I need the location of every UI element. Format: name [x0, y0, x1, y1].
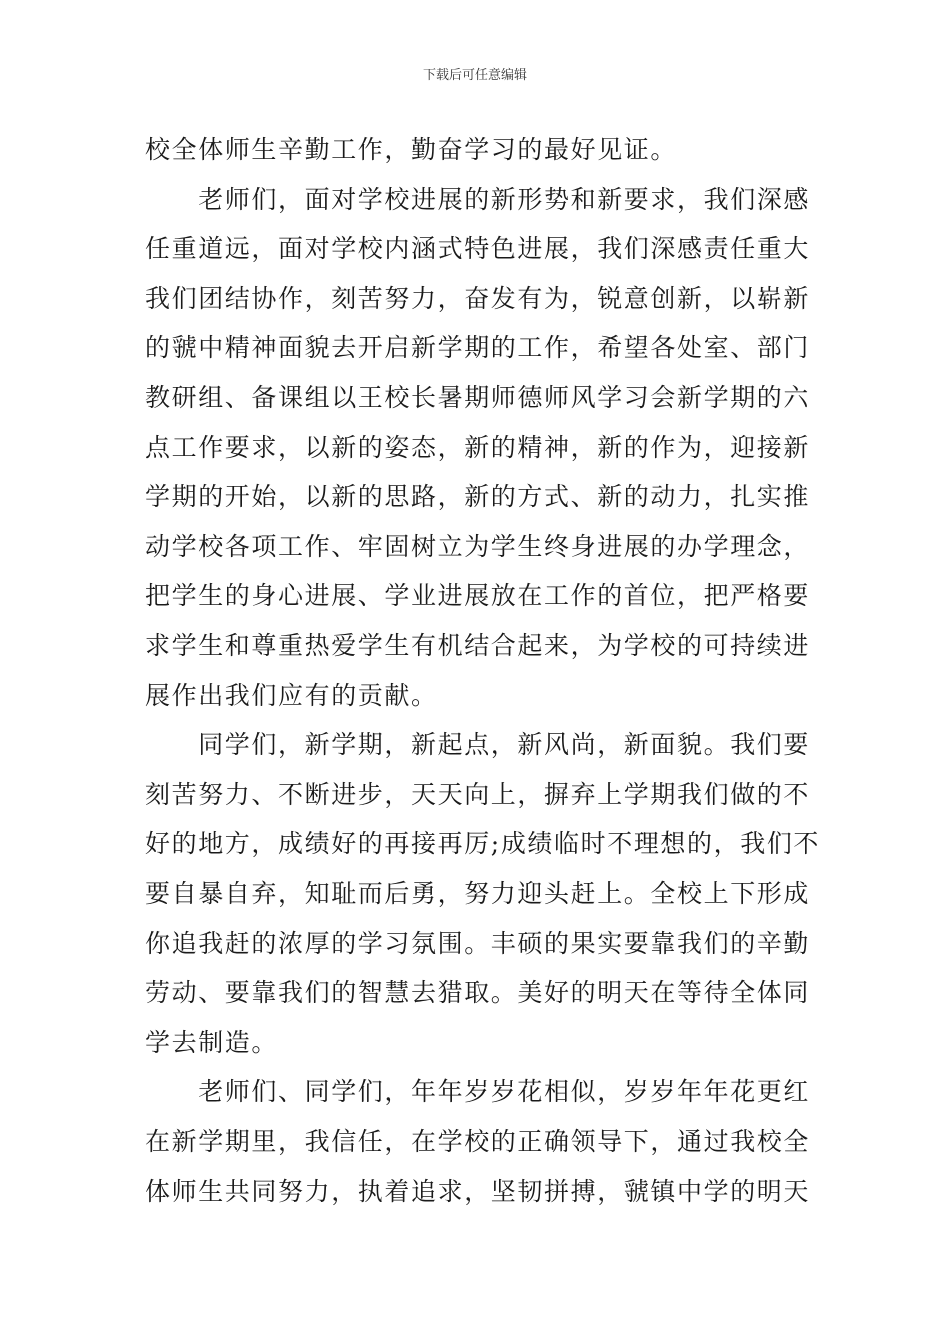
text-line: 学去制造。: [145, 1027, 279, 1057]
text-line: 点工作要求，以新的姿态，新的精神，新的作为，迎接新: [145, 432, 811, 462]
text-line: 在新学期里，我信任，在学校的正确领导下，通过我校全: [145, 1127, 811, 1156]
text-line: 求学生和尊重热爱学生有机结合起来，为学校的可持续进: [145, 631, 811, 660]
text-line: 把学生的身心进展、学业进展放在工作的首位，把严格要: [145, 581, 811, 611]
text-line: 老师们，面对学校进展的新形势和新要求，我们深感: [145, 184, 811, 214]
text-line: 教研组、备课组以王校长暑期师德师风学习会新学期的六: [145, 383, 811, 412]
text-line: 学期的开始，以新的思路，新的方式、新的动力，扎实推: [145, 482, 811, 512]
text-line: 展作出我们应有的贡献。: [145, 680, 438, 710]
text-line: 劳动、要靠我们的智慧去猎取。美好的明天在等待全体同: [145, 978, 811, 1008]
text-line: 要自暴自弃，知耻而后勇，努力迎头赶上。全校上下形成: [145, 879, 811, 908]
text-line: 老师们、同学们，年年岁岁花相似，岁岁年年花更红: [145, 1077, 811, 1107]
page-header: 下载后可任意编辑: [422, 68, 527, 83]
text-line: 刻苦努力、不断进步，天天向上，摒弃上学期我们做的不: [145, 779, 811, 809]
text-line: 好的地方，成绩好的再接再厉;成绩临时不理想的，我们不: [145, 829, 821, 859]
text-line: 校全体师生辛勤工作，勤奋学习的最好见证。: [145, 135, 678, 164]
text-line: 同学们，新学期，新起点，新风尚，新面貌。我们要: [145, 730, 811, 760]
text-line: 体师生共同努力，执着追求，坚韧拼搏，虢镇中学的明天: [145, 1176, 811, 1206]
text-line: 我们团结协作，刻苦努力，奋发有为，锐意创新，以崭新: [145, 283, 811, 313]
text-line: 你追我赶的浓厚的学习氛围。丰硕的果实要靠我们的辛勤: [145, 928, 811, 958]
text-line: 任重道远，面对学校内涵式特色进展，我们深感责任重大: [145, 234, 811, 264]
text-line: 动学校各项工作、牢固树立为学生终身进展的办学理念，: [145, 531, 811, 561]
text-line: 的虢中精神面貌去开启新学期的工作，希望各处室、部门: [145, 333, 811, 363]
